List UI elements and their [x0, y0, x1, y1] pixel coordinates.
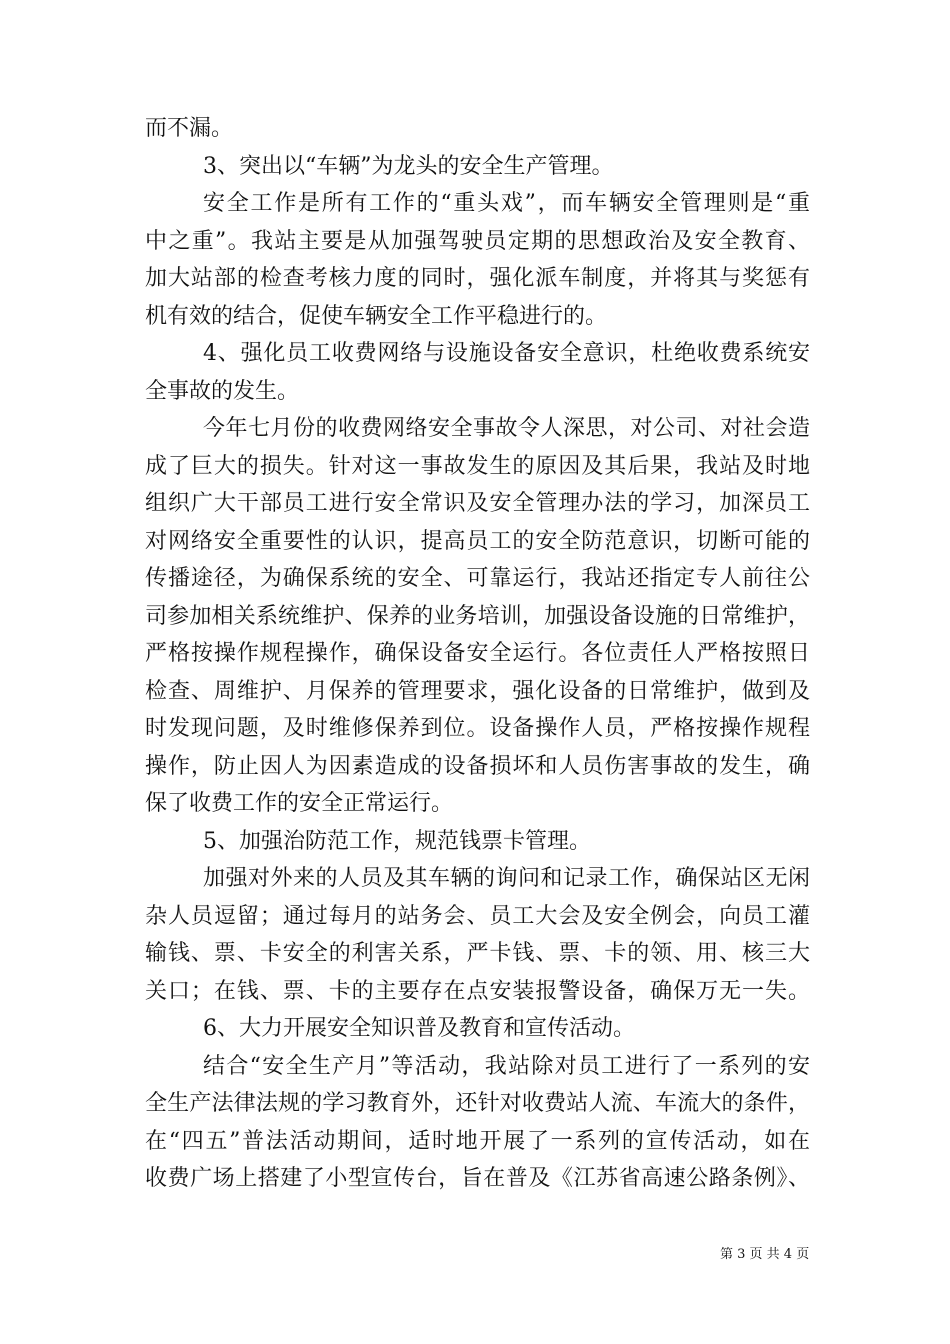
section-heading-3: 3、突出以“车辆”为龙头的安全生产管理。: [203, 153, 614, 179]
document-body: [145, 110, 810, 1198]
text-line: 对网络安全重要性的认识，提高员工的安全防范意识，切断可能的: [145, 528, 810, 554]
text-line: 中之重”。我站主要是从加强驾驶员定期的思想政治及安全教育、: [145, 228, 810, 254]
text-line: 司参加相关系统维护、保养的业务培训，加强设备设施的日常维护，: [145, 603, 810, 629]
text-line: 在“四五”普法活动期间，适时地开展了一系列的宣传活动，如在: [145, 1128, 810, 1154]
text-line: 收费广场上搭建了小型宣传台，旨在普及《江苏省高速公路条例》、: [145, 1166, 810, 1191]
section-heading-6: 6、大力开展安全知识普及教育和宣传活动。: [203, 1016, 635, 1041]
text-line: 安全工作是所有工作的“重头戏”，而车辆安全管理则是“重: [203, 191, 810, 216]
text-line: 杂人员逗留；通过每月的站务会、员工大会及安全例会，向员工灌: [145, 903, 810, 929]
text-line: 传播途径，为确保系统的安全、可靠运行，我站还指定专人前往公: [145, 566, 810, 591]
text-line: 机有效的结合，促使车辆安全工作平稳进行的。: [145, 303, 608, 329]
section-heading-4: 4、强化员工收费网络与设施设备安全意识，杜绝收费系统安: [203, 341, 810, 366]
text-line: 加大站部的检查考核力度的同时，强化派车制度，并将其与奖惩有: [145, 266, 810, 291]
text-line: 组织广大干部员工进行安全常识及安全管理办法的学习，加深员工: [145, 491, 810, 516]
text-line: 检查、周维护、月保养的管理要求，强化设备的日常维护，做到及: [145, 678, 810, 704]
text-line: 全生产法律法规的学习教育外，还针对收费站人流、车流大的条件，: [145, 1091, 810, 1116]
text-line: 而不漏。: [145, 116, 234, 141]
text-line: 时发现问题，及时维修保养到位。设备操作人员，严格按操作规程: [145, 716, 810, 741]
text-line: 输钱、票、卡安全的利害关系，严卡钱、票、卡的领、用、核三大: [145, 941, 810, 966]
section-heading-4-continued: 全事故的发生。: [145, 378, 300, 404]
text-line: 严格按操作规程操作，确保设备安全运行。各位责任人严格按照日: [145, 641, 810, 666]
text-line: 加强对外来的人员及其车辆的询问和记录工作，确保站区无闲: [203, 866, 810, 891]
text-line: 保了收费工作的安全正常运行。: [145, 791, 454, 816]
text-line: 今年七月份的收费网络安全事故令人深思，对公司、对社会造: [203, 416, 810, 441]
text-line: 操作，防止因人为因素造成的设备损坏和人员伤害事故的发生，确: [145, 753, 810, 779]
page-number: 第 3 页 共 4 页: [720, 1247, 810, 1262]
text-line: 关口；在钱、票、卡的主要存在点安装报警设备，确保万无一失。: [145, 978, 810, 1004]
text-line: 结合“安全生产月”等活动，我站除对员工进行了一系列的安: [203, 1053, 810, 1079]
text-line: 成了巨大的损失。针对这一事故发生的原因及其后果，我站及时地: [145, 453, 810, 479]
section-heading-5: 5、加强治防范工作，规范钱票卡管理。: [203, 828, 591, 854]
